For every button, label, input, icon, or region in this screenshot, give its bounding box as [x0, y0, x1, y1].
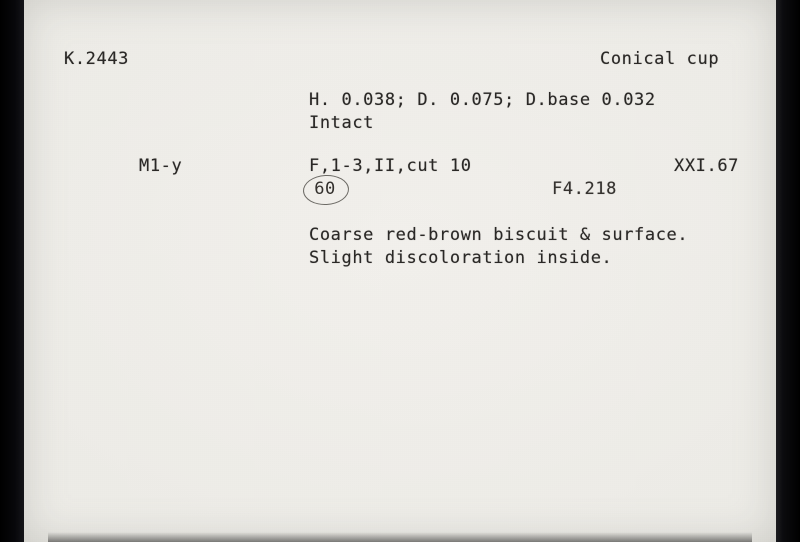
scan-left-gutter [0, 0, 24, 542]
description-line-1: Coarse red-brown biscuit & surface. [309, 225, 689, 245]
form-reference: F4.218 [552, 179, 618, 199]
object-title: Conical cup [600, 49, 720, 69]
circled-number-annotation [303, 175, 347, 203]
circled-number-value: 60 [314, 179, 336, 199]
index-card [24, 0, 776, 542]
condition-line: Intact [309, 113, 375, 133]
description-line-2: Slight discoloration inside. [309, 248, 613, 268]
scan-right-gutter [776, 0, 800, 542]
dimensions-line: H. 0.038; D. 0.075; D.base 0.032 [309, 90, 656, 110]
card-bottom-shadow [48, 532, 752, 542]
context-code: M1-y [139, 156, 183, 176]
paper-grain-texture [24, 0, 776, 542]
catalog-number: K.2443 [64, 49, 130, 69]
findspot-line: F,1-3,II,cut 10 [309, 156, 472, 176]
plate-reference: XXI.67 [674, 156, 740, 176]
